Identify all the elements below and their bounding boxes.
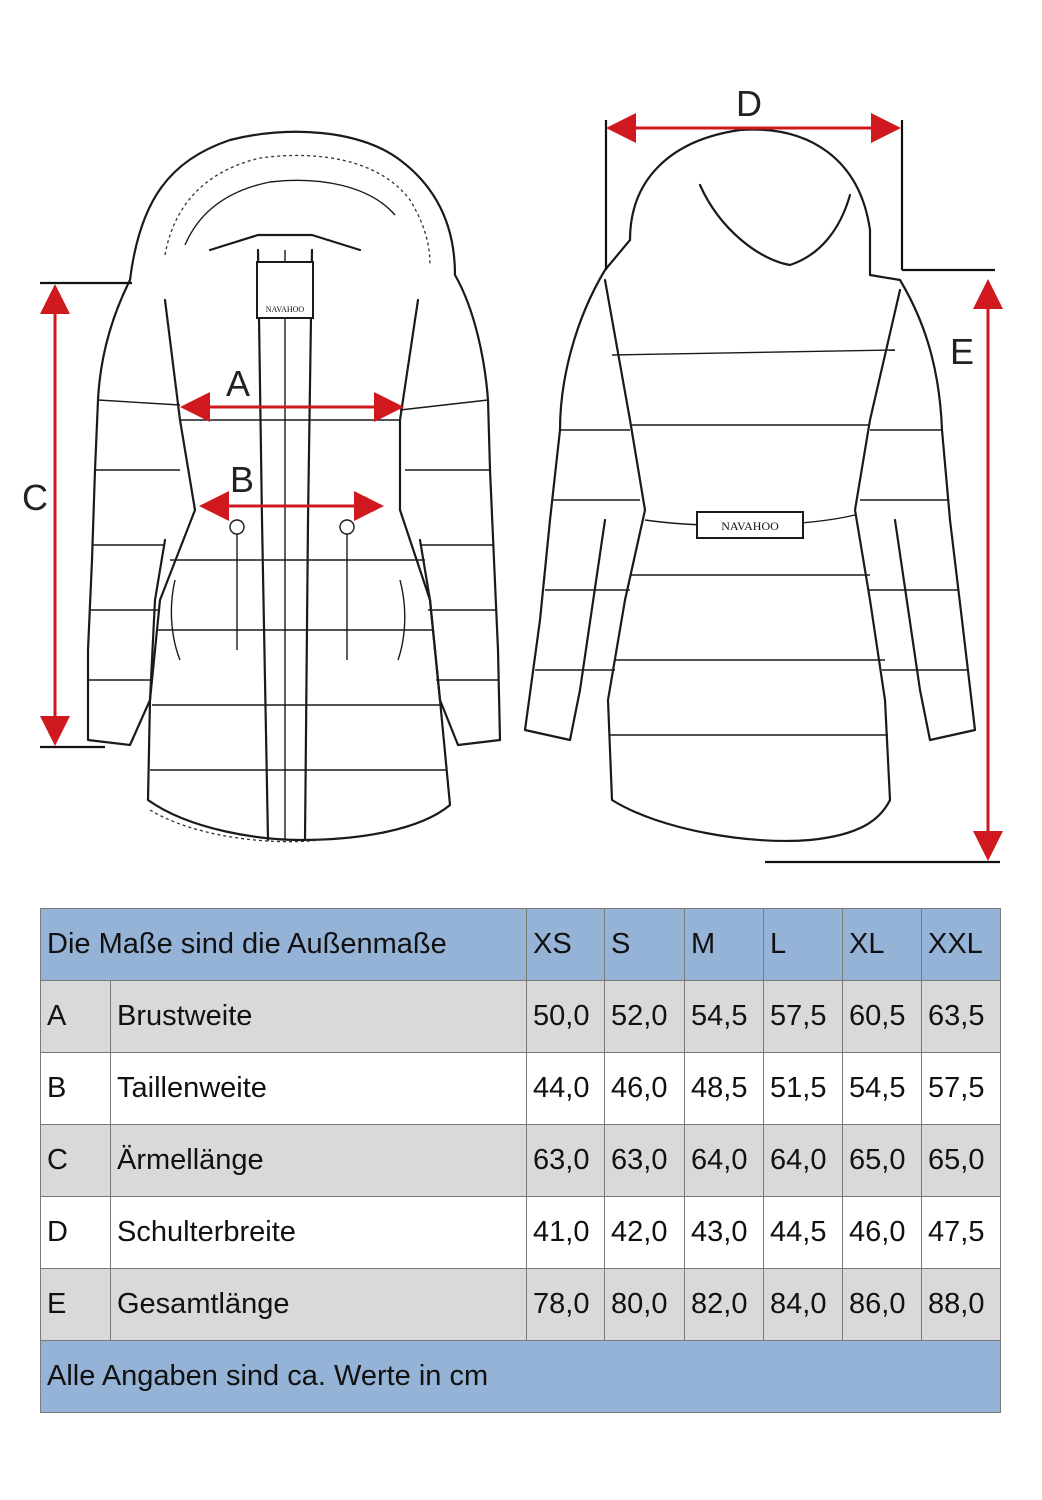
row-value: 44,5 <box>764 1197 843 1269</box>
size-header-xl: XL <box>843 909 922 981</box>
row-label: Gesamtlänge <box>111 1269 527 1341</box>
row-value: 63,0 <box>527 1125 605 1197</box>
row-value: 43,0 <box>685 1197 764 1269</box>
dimension-label-c: C <box>22 477 48 518</box>
size-header-s: S <box>605 909 685 981</box>
row-value: 46,0 <box>605 1053 685 1125</box>
row-value: 60,5 <box>843 981 922 1053</box>
table-footer-row <box>41 1341 1001 1413</box>
dimension-label-d: D <box>736 83 762 124</box>
row-value: 46,0 <box>843 1197 922 1269</box>
row-value: 80,0 <box>605 1269 685 1341</box>
row-value: 63,5 <box>922 981 1001 1053</box>
row-label: Brustweite <box>111 981 527 1053</box>
row-key: E <box>41 1269 111 1341</box>
size-header-l: L <box>764 909 843 981</box>
row-value: 52,0 <box>605 981 685 1053</box>
row-value: 78,0 <box>527 1269 605 1341</box>
dimension-label-a: A <box>226 363 251 404</box>
row-value: 64,0 <box>764 1125 843 1197</box>
row-value: 82,0 <box>685 1269 764 1341</box>
jacket-back-view <box>525 130 975 841</box>
row-key: C <box>41 1125 111 1197</box>
row-key: A <box>41 981 111 1053</box>
row-value: 44,0 <box>527 1053 605 1125</box>
table-title: Die Maße sind die Außenmaße <box>41 909 527 981</box>
row-value: 42,0 <box>605 1197 685 1269</box>
row-label: Taillenweite <box>111 1053 527 1125</box>
table-row <box>41 1053 1001 1125</box>
dimension-label-e: E <box>950 331 975 372</box>
size-header-xs: XS <box>527 909 605 981</box>
row-value: 41,0 <box>527 1197 605 1269</box>
row-value: 50,0 <box>527 981 605 1053</box>
row-value: 48,5 <box>685 1053 764 1125</box>
table-row <box>41 1125 1001 1197</box>
size-chart-table <box>40 908 1001 1413</box>
row-value: 51,5 <box>764 1053 843 1125</box>
row-value: 65,0 <box>922 1125 1001 1197</box>
row-value: 54,5 <box>685 981 764 1053</box>
row-value: 57,5 <box>922 1053 1001 1125</box>
dimension-label-b: B <box>230 459 255 500</box>
row-value: 47,5 <box>922 1197 1001 1269</box>
row-key: B <box>41 1053 111 1125</box>
table-row <box>41 1197 1001 1269</box>
row-value: 65,0 <box>843 1125 922 1197</box>
row-value: 64,0 <box>685 1125 764 1197</box>
row-value: 88,0 <box>922 1269 1001 1341</box>
row-value: 57,5 <box>764 981 843 1053</box>
table-footer-note: Alle Angaben sind ca. Werte in cm <box>41 1341 1001 1413</box>
size-header-xxl: XXL <box>922 909 1001 981</box>
jacket-front-view <box>88 132 500 842</box>
table-row <box>41 981 1001 1053</box>
row-label: Ärmellänge <box>111 1125 527 1197</box>
row-value: 54,5 <box>843 1053 922 1125</box>
row-label: Schulterbreite <box>111 1197 527 1269</box>
guide-lines <box>40 120 1000 862</box>
logo-patch-text: NAVAHOO <box>265 305 305 314</box>
row-key: D <box>41 1197 111 1269</box>
table-header-row <box>41 909 1001 981</box>
row-value: 86,0 <box>843 1269 922 1341</box>
size-header-m: M <box>685 909 764 981</box>
row-value: 63,0 <box>605 1125 685 1197</box>
table-row <box>41 1269 1001 1341</box>
row-value: 84,0 <box>764 1269 843 1341</box>
dimension-arrows <box>55 128 988 855</box>
back-logo-tab-text: NAVAHOO <box>721 519 779 533</box>
